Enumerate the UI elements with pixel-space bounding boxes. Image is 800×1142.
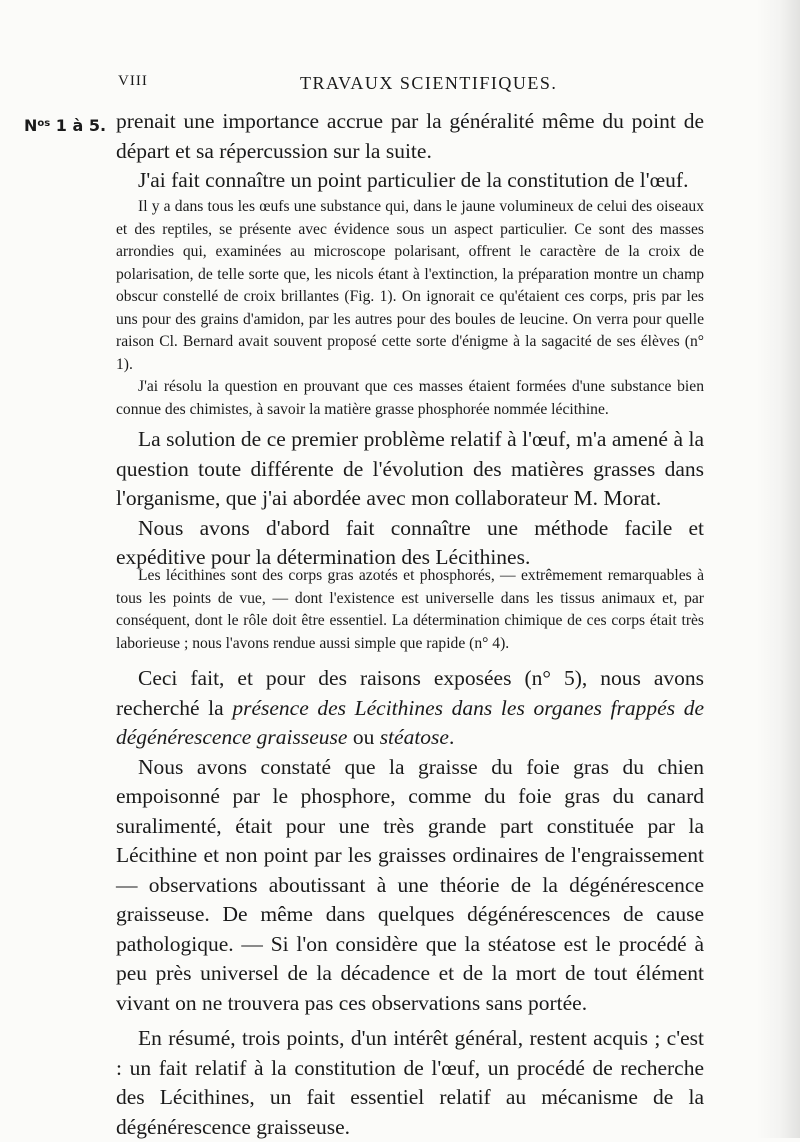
text-block-3 bbox=[116, 425, 704, 573]
margin-reference bbox=[24, 116, 106, 135]
text-block-5 bbox=[116, 664, 704, 1142]
page-edge-shadow bbox=[756, 0, 800, 1138]
recherche-end: . bbox=[448, 725, 455, 749]
paragraph-constat: Nous avons constaté que la graisse du foie gras du chien empoisonné par le phosphore, comme du foie gras du canard suralimenté, était pour une très grande part constituée par la Lécithine et non point par les graisses ordinaires de l'engraissement — observations aboutissant à une théorie de la dégénérescence graisseuse. De même dans quelques dégénérescences de cause pathologique. — Si l'on considère que la stéatose est le procédé à peu près universel de la décadence et de la mort de tout élément vivant on ne trouvera pas ces observations sans portée. bbox=[116, 754, 704, 1015]
paragraph-solution: La solution de ce premier problème relatif à l'œuf, m'a amené à la question toute différente de l'évolution des matières grasses dans l'organisme, que j'ai abordée avec mon collaborateur M. Morat. bbox=[116, 427, 704, 510]
recherche-mid: ou bbox=[347, 725, 380, 749]
running-head bbox=[118, 73, 718, 95]
paragraph-methode: Nous avons d'abord fait connaître une méthode facile et expéditive pour la détermination des Lécithines. bbox=[116, 515, 704, 569]
paragraph-substance: Il y a dans tous les œufs une substance qui, dans le jaune volumineux de celui des oiseaux et des reptiles, se présente avec évidence sous un aspect particulier. Ce sont des masses arrondies qui, examinées au microscope polarisant, offrent le caractère de la croix de polarisation, de telle sorte que, les nicols étant à l'extinction, la préparation montre un champ obscur constellé de croix brillantes (Fig. 1). On ignorait ce qu'étaient ces corps, pris par les uns pour des grains d'amidon, par les autres pour des boules de leucine. On verra pour quelle raison Cl. Bernard avait souvent proposé cette sorte d'énigme à la sagacité de ses élèves (n° 1). bbox=[116, 198, 704, 373]
text-block-1 bbox=[116, 107, 704, 196]
paragraph-recherche bbox=[116, 664, 704, 753]
recherche-italic: présence des Lécithines dans les organes frappés de dégénérescence graisseuse bbox=[116, 695, 704, 749]
margin-reference-range: 1 à 5. bbox=[50, 116, 107, 135]
margin-reference-sup: os bbox=[37, 118, 51, 129]
margin-reference-n: N bbox=[24, 116, 38, 135]
recherche-start: Ceci fait, et pour des raisons exposées (n° 5), nous avons recherché la bbox=[116, 666, 704, 720]
page-number: VIII bbox=[118, 73, 148, 89]
paragraph-lecithine: J'ai résolu la question en prouvant que ces masses étaient formées d'une substance bien connue des chimistes, à savoir la matière grasse phosphorée nommée lécithine. bbox=[116, 378, 704, 418]
paragraph-oeuf: J'ai fait connaître un point particulier de la constitution de l'œuf. bbox=[138, 168, 689, 192]
paragraph-continuation: prenait une importance accrue par la généralité même du point de départ et sa répercussion sur la suite. bbox=[116, 109, 704, 163]
paragraph-lecithines-def: Les lécithines sont des corps gras azotés et phosphorés, — extrêmement remarquables à tous les points de vue, — dont l'existence est universelle dans les tissus animaux et, par conséquent, dont le rôle doit être essentiel. La détermination chimique de ces corps était très laborieuse ; nous l'avons rendue aussi simple que rapide (n° 4). bbox=[116, 567, 704, 652]
text-block-4 bbox=[116, 565, 704, 655]
text-block-2 bbox=[116, 196, 704, 421]
paragraph-resume: En résumé, trois points, d'un intérêt général, restent acquis ; c'est : un fait relatif à la constitution de l'œuf, un procédé de recherche des Lécithines, un fait essentiel relatif au mécanisme de la dégénérescence graisseuse. bbox=[116, 1026, 704, 1139]
recherche-italic-2: stéatose bbox=[379, 725, 449, 749]
running-title: TRAVAUX SCIENTIFIQUES. bbox=[300, 73, 558, 93]
